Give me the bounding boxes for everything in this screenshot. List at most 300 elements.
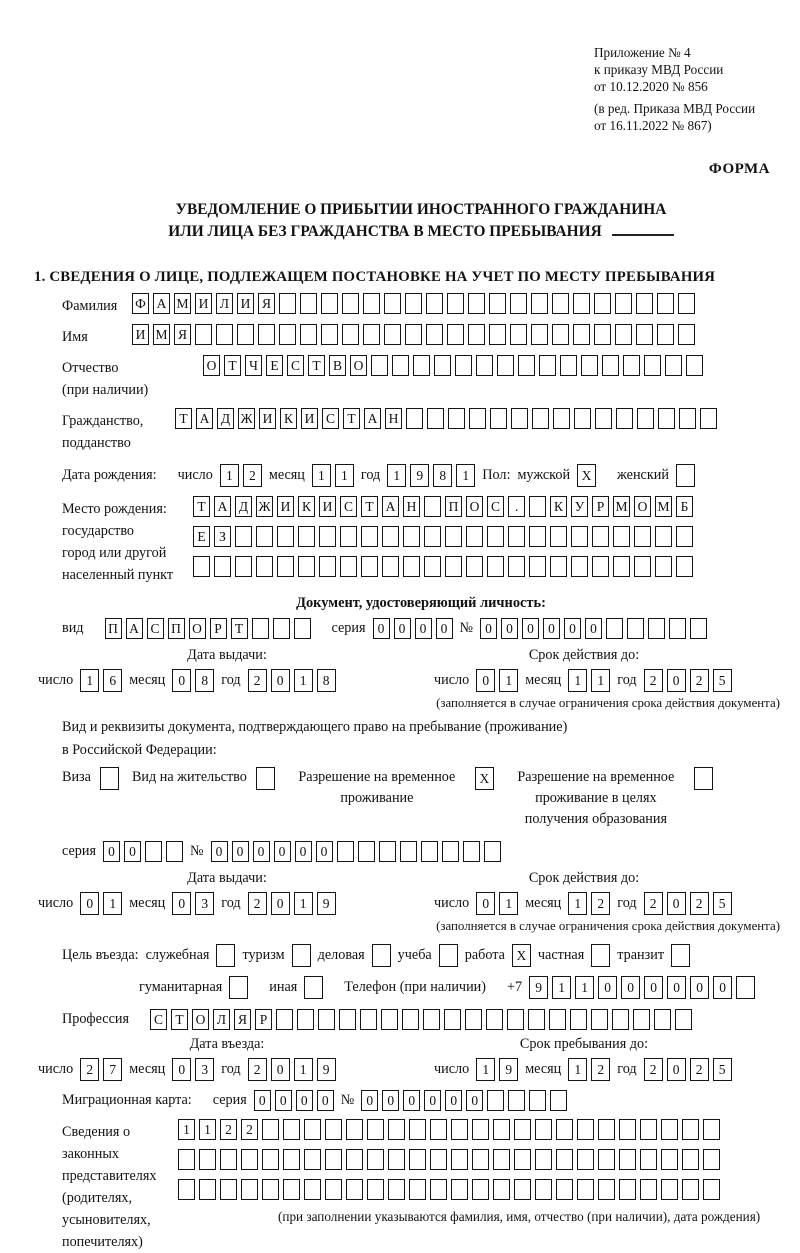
birth-place-input-row3-cell-14[interactable]: [466, 556, 483, 577]
citizenship-input-cell-7[interactable]: И: [301, 408, 318, 429]
stay-month-input-cell-2[interactable]: 2: [591, 1058, 610, 1081]
stay-year-input-cell-4[interactable]: 5: [713, 1058, 732, 1081]
residence-issue-day-input-cell-2[interactable]: 1: [103, 892, 122, 915]
phone-input[interactable]: [529, 976, 755, 999]
representatives-input-row3-cell-5[interactable]: [262, 1179, 279, 1200]
profession-input-cell-19[interactable]: [528, 1009, 545, 1030]
birth-place-input-row1-cell-14[interactable]: О: [466, 496, 483, 517]
patronymic-input-cell-4[interactable]: Е: [266, 355, 283, 376]
purpose-work-checkbox[interactable]: [512, 944, 531, 967]
residence-issue-year-input[interactable]: [248, 892, 336, 915]
representatives-input-row1-cell-16[interactable]: [493, 1119, 510, 1140]
residence-number-input-cell-14[interactable]: [484, 841, 501, 862]
citizenship-input-cell-14[interactable]: [448, 408, 465, 429]
migration-series-input-cell-2[interactable]: 0: [275, 1090, 292, 1111]
birth-place-input-row3-cell-15[interactable]: [487, 556, 504, 577]
residence-valid-year-input-cell-2[interactable]: 0: [667, 892, 686, 915]
name-input-cell-2[interactable]: М: [153, 324, 170, 345]
representatives-input-row1[interactable]: [178, 1119, 760, 1140]
patronymic-input-cell-11[interactable]: [413, 355, 430, 376]
entry-year-input-cell-1[interactable]: 2: [248, 1058, 267, 1081]
surname-input-cell-11[interactable]: [342, 293, 359, 314]
representatives-input-row1-cell-22[interactable]: [619, 1119, 636, 1140]
birth-place-input-row2-cell-7[interactable]: [319, 526, 336, 547]
representatives-input-row3-cell-6[interactable]: [283, 1179, 300, 1200]
birth-place-input-row3-cell-8[interactable]: [340, 556, 357, 577]
sex-male-checkbox-cell-1[interactable]: X: [577, 464, 596, 487]
name-input-cell-9[interactable]: [300, 324, 317, 345]
option-residence-permit-checkbox-cell-1[interactable]: [256, 767, 275, 790]
doc-series-input-cell-2[interactable]: 0: [394, 618, 411, 639]
birth-place-input-row3-cell-21[interactable]: [613, 556, 630, 577]
profession-input-cell-23[interactable]: [612, 1009, 629, 1030]
birth-place-input-row2-cell-18[interactable]: [550, 526, 567, 547]
representatives-input-row3-cell-20[interactable]: [577, 1179, 594, 1200]
birth-place-input-row1-cell-18[interactable]: К: [550, 496, 567, 517]
name-input-cell-18[interactable]: [489, 324, 506, 345]
stay-day-input[interactable]: [476, 1058, 518, 1081]
purpose-business-checkbox-cell-1[interactable]: [372, 944, 391, 967]
entry-month-input-cell-1[interactable]: 0: [172, 1058, 191, 1081]
entry-day-input-cell-2[interactable]: 7: [103, 1058, 122, 1081]
doc-kind-input-cell-8[interactable]: [252, 618, 269, 639]
birth-month-input-cell-2[interactable]: 1: [335, 464, 354, 487]
residence-issue-month-input-cell-2[interactable]: 3: [195, 892, 214, 915]
patronymic-input-cell-20[interactable]: [602, 355, 619, 376]
birth-place-input-row3-cell-10[interactable]: [382, 556, 399, 577]
surname-input-cell-9[interactable]: [300, 293, 317, 314]
residence-issue-day-input-cell-1[interactable]: 0: [80, 892, 99, 915]
representatives-input-row2-cell-18[interactable]: [535, 1149, 552, 1170]
birth-place-input-row3-cell-13[interactable]: [445, 556, 462, 577]
profession-input-cell-11[interactable]: [360, 1009, 377, 1030]
migration-number-input-cell-7[interactable]: [487, 1090, 504, 1111]
surname-input-cell-15[interactable]: [426, 293, 443, 314]
profession-input-cell-25[interactable]: [654, 1009, 671, 1030]
representatives-input-row2-cell-9[interactable]: [346, 1149, 363, 1170]
citizenship-input-cell-13[interactable]: [427, 408, 444, 429]
doc-valid-day-input-cell-1[interactable]: 0: [476, 669, 495, 692]
patronymic-input-cell-18[interactable]: [560, 355, 577, 376]
representatives-input-row3-cell-22[interactable]: [619, 1179, 636, 1200]
doc-number-input-cell-7[interactable]: [606, 618, 623, 639]
birth-place-input-row2-cell-20[interactable]: [592, 526, 609, 547]
name-input-cell-7[interactable]: [258, 324, 275, 345]
doc-valid-month-input[interactable]: [568, 669, 610, 692]
citizenship-input-cell-17[interactable]: [511, 408, 528, 429]
representatives-input-row2-cell-19[interactable]: [556, 1149, 573, 1170]
surname-input-cell-8[interactable]: [279, 293, 296, 314]
surname-input-cell-19[interactable]: [510, 293, 527, 314]
citizenship-input-cell-6[interactable]: К: [280, 408, 297, 429]
birth-place-input-row1-cell-16[interactable]: .: [508, 496, 525, 517]
representatives-input-row3-cell-8[interactable]: [325, 1179, 342, 1200]
birth-place-input-row3-cell-18[interactable]: [550, 556, 567, 577]
surname-input-cell-12[interactable]: [363, 293, 380, 314]
purpose-tourism-checkbox[interactable]: [292, 944, 311, 967]
citizenship-input-cell-3[interactable]: Д: [217, 408, 234, 429]
name-input-cell-11[interactable]: [342, 324, 359, 345]
profession-input-cell-6[interactable]: Р: [255, 1009, 272, 1030]
birth-place-input-row1-cell-11[interactable]: Н: [403, 496, 420, 517]
profession-input-cell-8[interactable]: [297, 1009, 314, 1030]
representatives-input-row3-cell-23[interactable]: [640, 1179, 657, 1200]
representatives-input-row2-cell-10[interactable]: [367, 1149, 384, 1170]
doc-number-input[interactable]: [480, 618, 707, 639]
phone-input-cell-4[interactable]: 0: [598, 976, 617, 999]
residence-issue-year-input-cell-4[interactable]: 9: [317, 892, 336, 915]
option-residence-permit-checkbox[interactable]: [256, 767, 275, 790]
doc-kind-input-cell-7[interactable]: Т: [231, 618, 248, 639]
stay-year-input-cell-1[interactable]: 2: [644, 1058, 663, 1081]
representatives-input-row2-cell-2[interactable]: [199, 1149, 216, 1170]
representatives-input-row2-cell-24[interactable]: [661, 1149, 678, 1170]
representatives-input-row2-cell-8[interactable]: [325, 1149, 342, 1170]
birth-place-input-row1-cell-15[interactable]: С: [487, 496, 504, 517]
birth-place-input-row2-cell-15[interactable]: [487, 526, 504, 547]
birth-place-input-row2-cell-16[interactable]: [508, 526, 525, 547]
representatives-input-row3-cell-10[interactable]: [367, 1179, 384, 1200]
phone-input-cell-2[interactable]: 1: [552, 976, 571, 999]
surname-input-cell-4[interactable]: И: [195, 293, 212, 314]
citizenship-input-cell-10[interactable]: А: [364, 408, 381, 429]
representatives-input-row2-cell-1[interactable]: [178, 1149, 195, 1170]
birth-place-input-row2-cell-3[interactable]: [235, 526, 252, 547]
birth-place-input-row3-cell-22[interactable]: [634, 556, 651, 577]
option-temp-residence-checkbox[interactable]: [475, 767, 494, 790]
doc-number-input-cell-11[interactable]: [690, 618, 707, 639]
citizenship-input-cell-18[interactable]: [532, 408, 549, 429]
residence-number-input-cell-7[interactable]: [337, 841, 354, 862]
patronymic-input-cell-6[interactable]: Т: [308, 355, 325, 376]
citizenship-input[interactable]: [175, 408, 717, 429]
citizenship-input-cell-24[interactable]: [658, 408, 675, 429]
representatives-input-row3-cell-2[interactable]: [199, 1179, 216, 1200]
birth-place-input-row1-cell-10[interactable]: А: [382, 496, 399, 517]
profession-input-cell-24[interactable]: [633, 1009, 650, 1030]
profession-input-cell-2[interactable]: Т: [171, 1009, 188, 1030]
representatives-input-row3[interactable]: [178, 1179, 760, 1200]
citizenship-input-cell-15[interactable]: [469, 408, 486, 429]
birth-place-input-row1-cell-8[interactable]: С: [340, 496, 357, 517]
residence-number-input-cell-5[interactable]: 0: [295, 841, 312, 862]
doc-valid-day-input[interactable]: [476, 669, 518, 692]
birth-place-input-row3-cell-9[interactable]: [361, 556, 378, 577]
representatives-input-row1-cell-19[interactable]: [556, 1119, 573, 1140]
birth-place-input-row3-cell-23[interactable]: [655, 556, 672, 577]
doc-valid-month-input-cell-1[interactable]: 1: [568, 669, 587, 692]
phone-input-cell-10[interactable]: [736, 976, 755, 999]
representatives-input-row2-cell-26[interactable]: [703, 1149, 720, 1170]
representatives-input-row1-cell-10[interactable]: [367, 1119, 384, 1140]
representatives-input-row1-cell-5[interactable]: [262, 1119, 279, 1140]
representatives-input-row3-cell-21[interactable]: [598, 1179, 615, 1200]
option-temp-residence-checkbox-cell-1[interactable]: X: [475, 767, 494, 790]
representatives-input-row1-cell-26[interactable]: [703, 1119, 720, 1140]
birth-place-input-row2-cell-6[interactable]: [298, 526, 315, 547]
birth-place-input-row3-cell-3[interactable]: [235, 556, 252, 577]
residence-valid-day-input[interactable]: [476, 892, 518, 915]
entry-year-input[interactable]: [248, 1058, 336, 1081]
entry-month-input[interactable]: [172, 1058, 214, 1081]
phone-input-cell-8[interactable]: 0: [690, 976, 709, 999]
migration-number-input[interactable]: [361, 1090, 567, 1111]
purpose-work-checkbox-cell-1[interactable]: X: [512, 944, 531, 967]
doc-valid-year-input-cell-3[interactable]: 2: [690, 669, 709, 692]
residence-valid-month-input-cell-2[interactable]: 2: [591, 892, 610, 915]
residence-valid-year-input-cell-1[interactable]: 2: [644, 892, 663, 915]
doc-kind-input-cell-6[interactable]: Р: [210, 618, 227, 639]
entry-day-input-cell-1[interactable]: 2: [80, 1058, 99, 1081]
entry-year-input-cell-2[interactable]: 0: [271, 1058, 290, 1081]
residence-issue-year-input-cell-2[interactable]: 0: [271, 892, 290, 915]
doc-number-input-cell-9[interactable]: [648, 618, 665, 639]
surname-input-cell-27[interactable]: [678, 293, 695, 314]
sex-male-checkbox[interactable]: [577, 464, 596, 487]
citizenship-input-cell-21[interactable]: [595, 408, 612, 429]
doc-valid-year-input-cell-4[interactable]: 5: [713, 669, 732, 692]
stay-year-input-cell-3[interactable]: 2: [690, 1058, 709, 1081]
doc-series-input-cell-1[interactable]: 0: [373, 618, 390, 639]
representatives-input-row1-cell-18[interactable]: [535, 1119, 552, 1140]
profession-input-cell-1[interactable]: С: [150, 1009, 167, 1030]
residence-valid-month-input-cell-1[interactable]: 1: [568, 892, 587, 915]
stay-year-input[interactable]: [644, 1058, 732, 1081]
profession-input-cell-7[interactable]: [276, 1009, 293, 1030]
representatives-input-row3-cell-26[interactable]: [703, 1179, 720, 1200]
birth-place-input-row1[interactable]: [193, 496, 693, 517]
name-input-cell-1[interactable]: И: [132, 324, 149, 345]
birth-place-input-row3-cell-20[interactable]: [592, 556, 609, 577]
birth-place-input-row3-cell-24[interactable]: [676, 556, 693, 577]
stay-day-input-cell-1[interactable]: 1: [476, 1058, 495, 1081]
sex-female-checkbox[interactable]: [676, 464, 695, 487]
residence-series-input[interactable]: [103, 841, 183, 862]
birth-year-input-cell-2[interactable]: 9: [410, 464, 429, 487]
doc-valid-year-input-cell-1[interactable]: 2: [644, 669, 663, 692]
surname-input-cell-3[interactable]: М: [174, 293, 191, 314]
citizenship-input-cell-2[interactable]: А: [196, 408, 213, 429]
purpose-private-checkbox-cell-1[interactable]: [591, 944, 610, 967]
citizenship-input-cell-19[interactable]: [553, 408, 570, 429]
profession-input-cell-13[interactable]: [402, 1009, 419, 1030]
surname-input-cell-24[interactable]: [615, 293, 632, 314]
doc-issue-month-input[interactable]: [172, 669, 214, 692]
birth-place-input-row2-cell-12[interactable]: [424, 526, 441, 547]
representatives-input-row2-cell-22[interactable]: [619, 1149, 636, 1170]
birth-place-input-row2[interactable]: [193, 526, 693, 547]
name-input-cell-26[interactable]: [657, 324, 674, 345]
patronymic-input-cell-5[interactable]: С: [287, 355, 304, 376]
purpose-other-checkbox-cell-1[interactable]: [304, 976, 323, 999]
name-input-cell-14[interactable]: [405, 324, 422, 345]
migration-series-input-cell-3[interactable]: 0: [296, 1090, 313, 1111]
doc-valid-month-input-cell-2[interactable]: 1: [591, 669, 610, 692]
citizenship-input-cell-11[interactable]: Н: [385, 408, 402, 429]
residence-valid-year-input-cell-4[interactable]: 5: [713, 892, 732, 915]
representatives-input-row1-cell-13[interactable]: [430, 1119, 447, 1140]
birth-place-input-row3-cell-2[interactable]: [214, 556, 231, 577]
residence-issue-month-input[interactable]: [172, 892, 214, 915]
surname-input[interactable]: [132, 293, 695, 314]
migration-number-input-cell-6[interactable]: 0: [466, 1090, 483, 1111]
stay-month-input-cell-1[interactable]: 1: [568, 1058, 587, 1081]
representatives-input-row3-cell-9[interactable]: [346, 1179, 363, 1200]
citizenship-input-cell-26[interactable]: [700, 408, 717, 429]
residence-number-input-cell-12[interactable]: [442, 841, 459, 862]
doc-series-input-cell-4[interactable]: 0: [436, 618, 453, 639]
citizenship-input-cell-9[interactable]: Т: [343, 408, 360, 429]
surname-input-cell-26[interactable]: [657, 293, 674, 314]
entry-day-input[interactable]: [80, 1058, 122, 1081]
birth-place-input-row1-cell-3[interactable]: Д: [235, 496, 252, 517]
migration-number-input-cell-1[interactable]: 0: [361, 1090, 378, 1111]
stay-day-input-cell-2[interactable]: 9: [499, 1058, 518, 1081]
birth-month-input-cell-1[interactable]: 1: [312, 464, 331, 487]
purpose-official-checkbox-cell-1[interactable]: [216, 944, 235, 967]
representatives-input-row1-cell-4[interactable]: 2: [241, 1119, 258, 1140]
profession-input-cell-20[interactable]: [549, 1009, 566, 1030]
birth-place-input-row1-cell-21[interactable]: М: [613, 496, 630, 517]
birth-month-input[interactable]: [312, 464, 354, 487]
doc-issue-year-input-cell-4[interactable]: 8: [317, 669, 336, 692]
birth-year-input-cell-4[interactable]: 1: [456, 464, 475, 487]
residence-series-input-cell-2[interactable]: 0: [124, 841, 141, 862]
doc-number-input-cell-5[interactable]: 0: [564, 618, 581, 639]
birth-place-input-row2-cell-4[interactable]: [256, 526, 273, 547]
representatives-input-row2-cell-23[interactable]: [640, 1149, 657, 1170]
residence-series-input-cell-1[interactable]: 0: [103, 841, 120, 862]
patronymic-input-cell-21[interactable]: [623, 355, 640, 376]
citizenship-input-cell-23[interactable]: [637, 408, 654, 429]
representatives-input-row2-cell-21[interactable]: [598, 1149, 615, 1170]
surname-input-cell-2[interactable]: А: [153, 293, 170, 314]
sex-female-checkbox-cell-1[interactable]: [676, 464, 695, 487]
option-temp-residence-education-checkbox[interactable]: [694, 767, 713, 790]
purpose-other-checkbox[interactable]: [304, 976, 323, 999]
representatives-input-row2-cell-16[interactable]: [493, 1149, 510, 1170]
profession-input-cell-17[interactable]: [486, 1009, 503, 1030]
doc-number-input-cell-10[interactable]: [669, 618, 686, 639]
representatives-input-row1-cell-25[interactable]: [682, 1119, 699, 1140]
representatives-input-row3-cell-15[interactable]: [472, 1179, 489, 1200]
birth-place-input-row1-cell-1[interactable]: Т: [193, 496, 210, 517]
doc-number-input-cell-6[interactable]: 0: [585, 618, 602, 639]
representatives-input-row2-cell-14[interactable]: [451, 1149, 468, 1170]
representatives-input-row3-cell-24[interactable]: [661, 1179, 678, 1200]
profession-input-cell-14[interactable]: [423, 1009, 440, 1030]
option-visa-checkbox-cell-1[interactable]: [100, 767, 119, 790]
doc-issue-day-input-cell-1[interactable]: 1: [80, 669, 99, 692]
birth-place-input-row2-cell-19[interactable]: [571, 526, 588, 547]
name-input-cell-27[interactable]: [678, 324, 695, 345]
doc-issue-year-input-cell-2[interactable]: 0: [271, 669, 290, 692]
doc-issue-year-input-cell-3[interactable]: 1: [294, 669, 313, 692]
profession-input-cell-21[interactable]: [570, 1009, 587, 1030]
doc-kind-input-cell-1[interactable]: П: [105, 618, 122, 639]
doc-issue-year-input[interactable]: [248, 669, 336, 692]
surname-input-cell-22[interactable]: [573, 293, 590, 314]
representatives-input-row1-cell-1[interactable]: 1: [178, 1119, 195, 1140]
representatives-input-row2-cell-13[interactable]: [430, 1149, 447, 1170]
residence-number-input-cell-8[interactable]: [358, 841, 375, 862]
representatives-input-row1-cell-24[interactable]: [661, 1119, 678, 1140]
birth-place-input-row1-cell-4[interactable]: Ж: [256, 496, 273, 517]
profession-input-cell-16[interactable]: [465, 1009, 482, 1030]
citizenship-input-cell-22[interactable]: [616, 408, 633, 429]
birth-place-input-row3-cell-17[interactable]: [529, 556, 546, 577]
name-input-cell-20[interactable]: [531, 324, 548, 345]
stay-year-input-cell-2[interactable]: 0: [667, 1058, 686, 1081]
migration-series-input[interactable]: [254, 1090, 334, 1111]
representatives-input-row1-cell-2[interactable]: 1: [199, 1119, 216, 1140]
birth-place-input-row1-cell-17[interactable]: [529, 496, 546, 517]
doc-number-input-cell-3[interactable]: 0: [522, 618, 539, 639]
purpose-study-checkbox-cell-1[interactable]: [439, 944, 458, 967]
patronymic-input-cell-15[interactable]: [497, 355, 514, 376]
phone-input-cell-5[interactable]: 0: [621, 976, 640, 999]
phone-input-cell-1[interactable]: 9: [529, 976, 548, 999]
birth-place-input-row1-cell-20[interactable]: Р: [592, 496, 609, 517]
birth-place-input-row1-cell-24[interactable]: Б: [676, 496, 693, 517]
name-input-cell-16[interactable]: [447, 324, 464, 345]
entry-year-input-cell-3[interactable]: 1: [294, 1058, 313, 1081]
birth-day-input-cell-2[interactable]: 2: [243, 464, 262, 487]
representatives-input-row2-cell-17[interactable]: [514, 1149, 531, 1170]
citizenship-input-cell-1[interactable]: Т: [175, 408, 192, 429]
birth-place-input-row1-cell-23[interactable]: М: [655, 496, 672, 517]
patronymic-input-cell-2[interactable]: Т: [224, 355, 241, 376]
patronymic-input-cell-12[interactable]: [434, 355, 451, 376]
name-input-cell-8[interactable]: [279, 324, 296, 345]
purpose-business-checkbox[interactable]: [372, 944, 391, 967]
birth-place-input-row2-cell-23[interactable]: [655, 526, 672, 547]
residence-issue-day-input[interactable]: [80, 892, 122, 915]
patronymic-input-cell-23[interactable]: [665, 355, 682, 376]
purpose-humanitarian-checkbox[interactable]: [229, 976, 248, 999]
representatives-input-row1-cell-3[interactable]: 2: [220, 1119, 237, 1140]
doc-number-input-cell-1[interactable]: 0: [480, 618, 497, 639]
representatives-input-row1-cell-7[interactable]: [304, 1119, 321, 1140]
purpose-humanitarian-checkbox-cell-1[interactable]: [229, 976, 248, 999]
migration-number-input-cell-4[interactable]: 0: [424, 1090, 441, 1111]
citizenship-input-cell-8[interactable]: С: [322, 408, 339, 429]
phone-input-cell-6[interactable]: 0: [644, 976, 663, 999]
stay-month-input[interactable]: [568, 1058, 610, 1081]
birth-place-input-row2-cell-5[interactable]: [277, 526, 294, 547]
residence-issue-year-input-cell-1[interactable]: 2: [248, 892, 267, 915]
representatives-input-row1-cell-17[interactable]: [514, 1119, 531, 1140]
residence-number-input[interactable]: [211, 841, 501, 862]
doc-issue-month-input-cell-1[interactable]: 0: [172, 669, 191, 692]
representatives-input-row1-cell-15[interactable]: [472, 1119, 489, 1140]
name-input-cell-12[interactable]: [363, 324, 380, 345]
birth-place-input-row2-cell-8[interactable]: [340, 526, 357, 547]
birth-place-input-row1-cell-12[interactable]: [424, 496, 441, 517]
representatives-input-row1-cell-20[interactable]: [577, 1119, 594, 1140]
name-input-cell-23[interactable]: [594, 324, 611, 345]
profession-input-cell-18[interactable]: [507, 1009, 524, 1030]
profession-input-cell-22[interactable]: [591, 1009, 608, 1030]
residence-issue-month-input-cell-1[interactable]: 0: [172, 892, 191, 915]
representatives-input-row2-cell-25[interactable]: [682, 1149, 699, 1170]
surname-input-cell-6[interactable]: И: [237, 293, 254, 314]
representatives-input-row1-cell-14[interactable]: [451, 1119, 468, 1140]
citizenship-input-cell-4[interactable]: Ж: [238, 408, 255, 429]
doc-issue-year-input-cell-1[interactable]: 2: [248, 669, 267, 692]
surname-input-cell-5[interactable]: Л: [216, 293, 233, 314]
patronymic-input-cell-17[interactable]: [539, 355, 556, 376]
